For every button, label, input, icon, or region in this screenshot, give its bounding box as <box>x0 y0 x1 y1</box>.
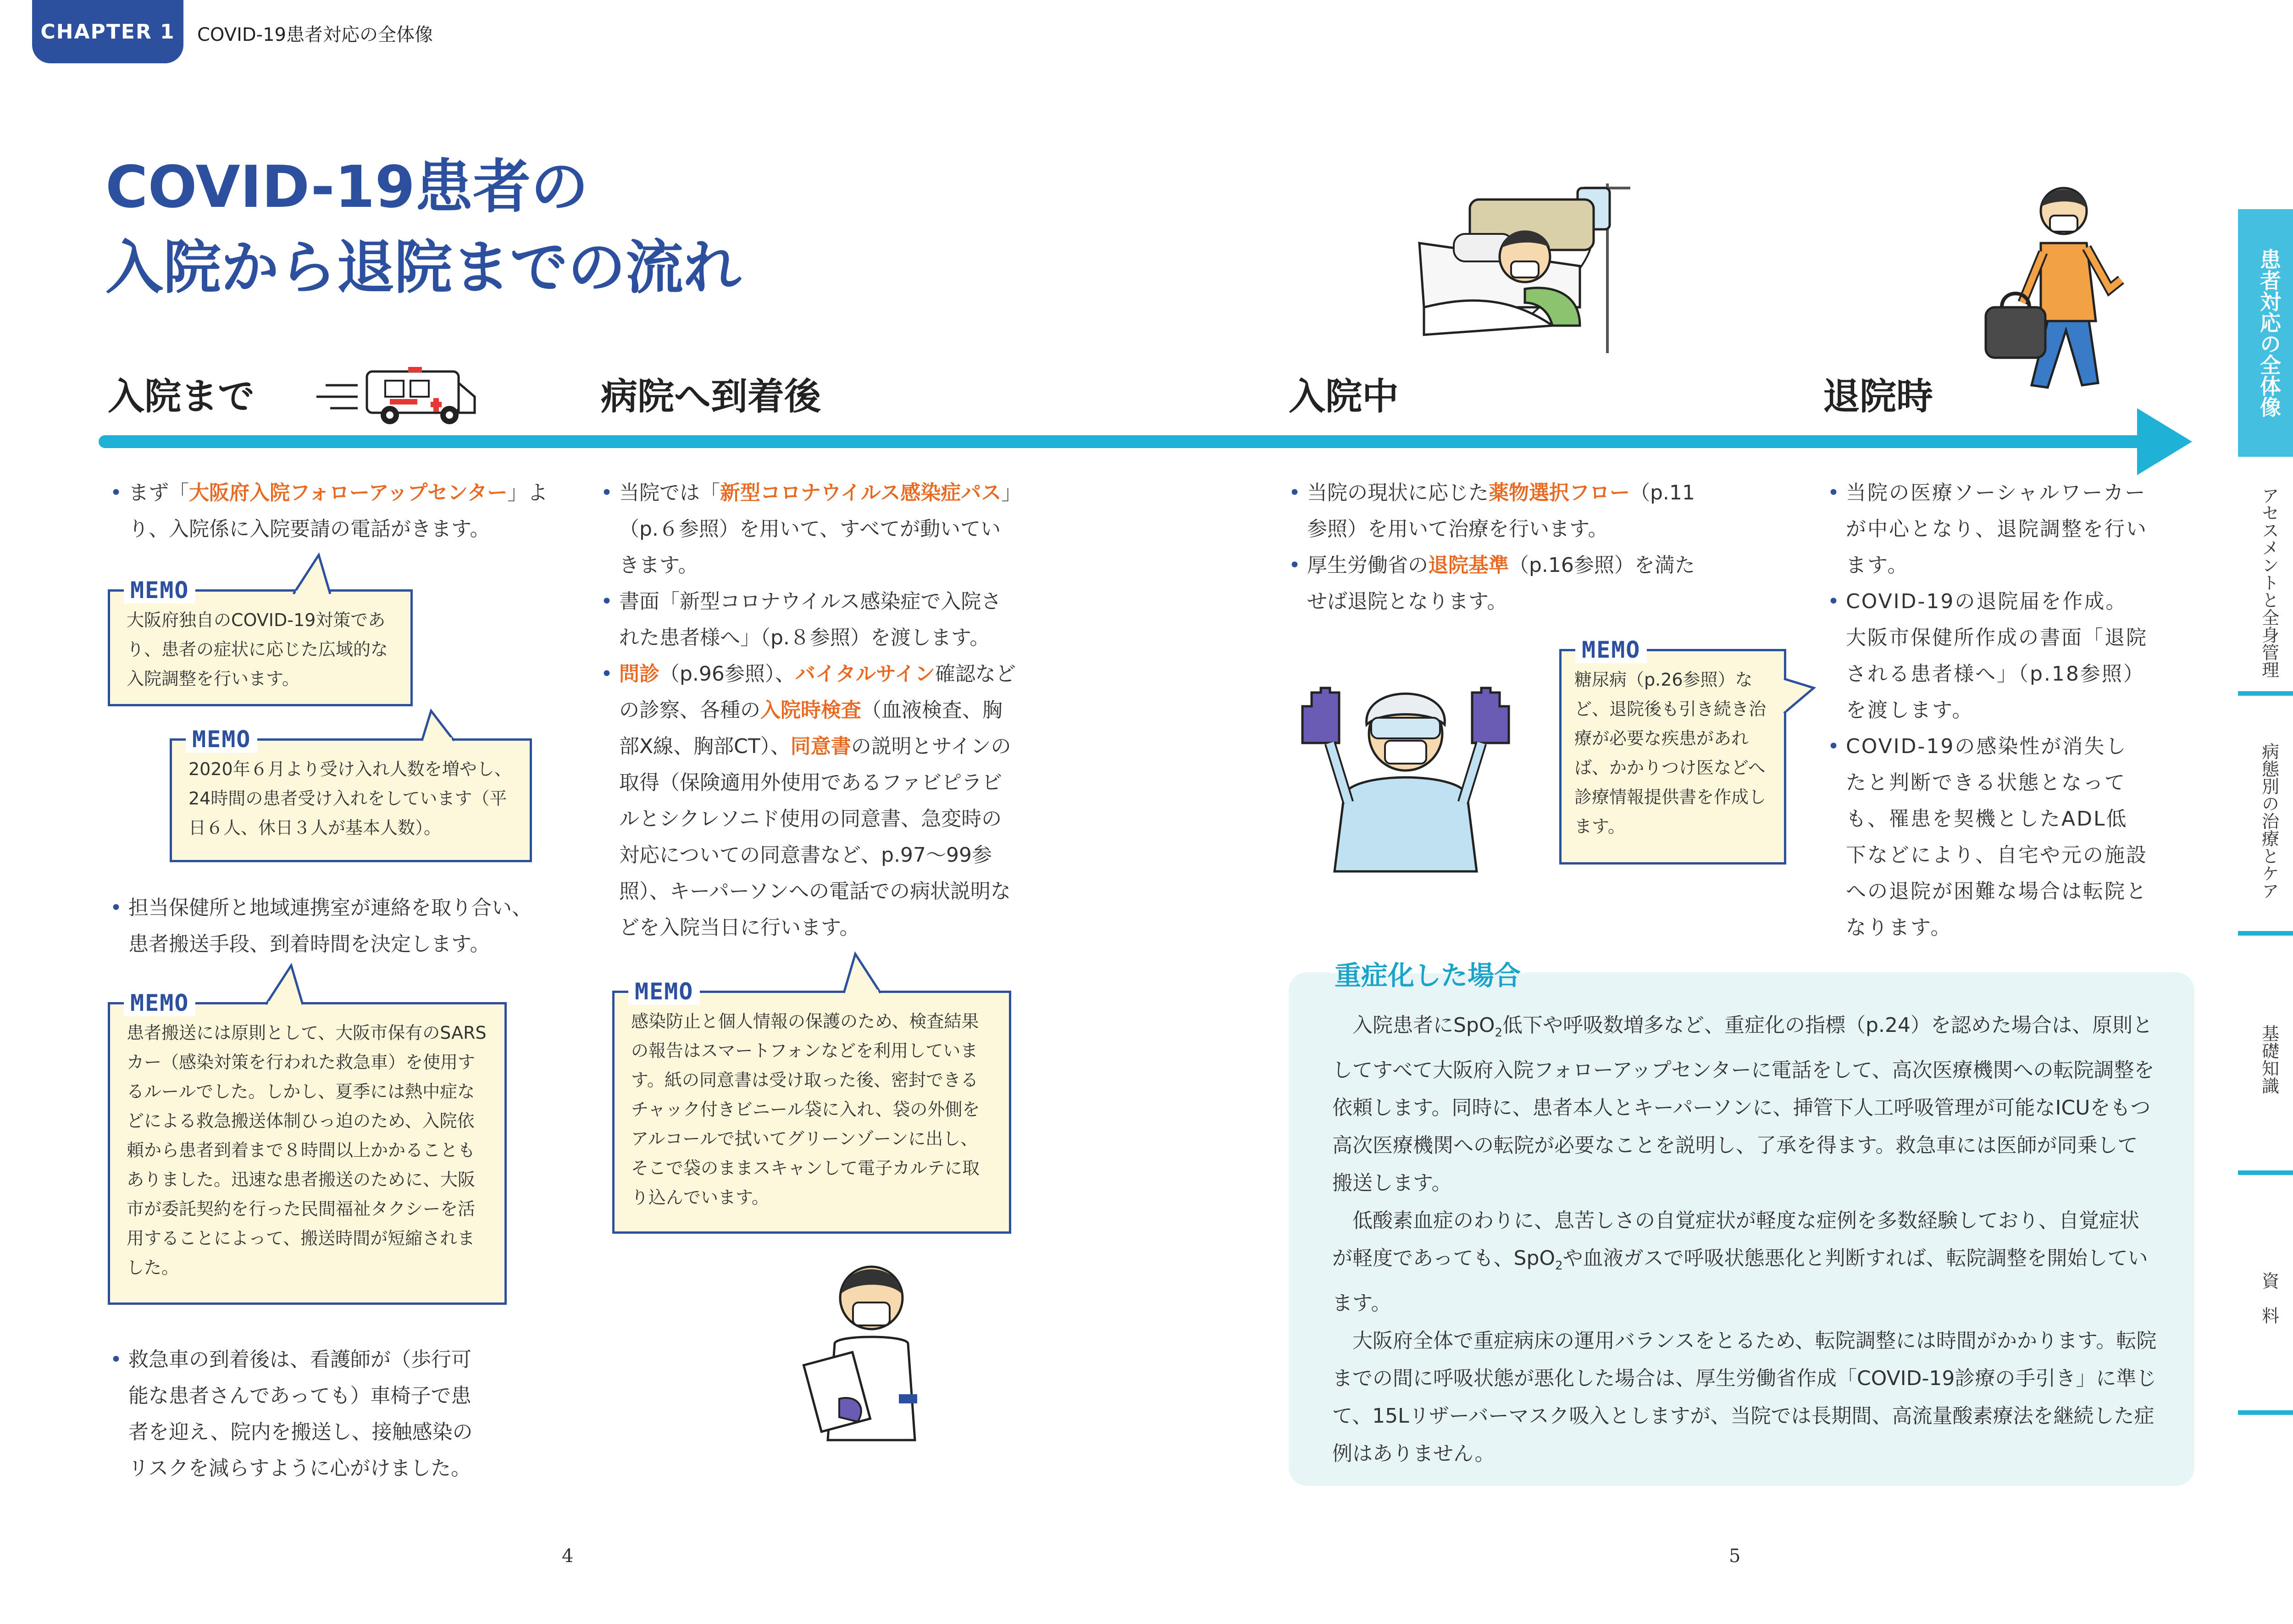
side-tab-basics[interactable]: 基礎知識 <box>2259 1025 2279 1094</box>
col1-bullet-list-3 <box>110 1341 491 1486</box>
memo-tail <box>294 555 335 594</box>
list-item: • 担当保健所と地域連携室が連絡を取り合い、患者搬送手段、到着時間を決定します。 <box>110 890 550 962</box>
memo-label: MEMO <box>124 990 195 1016</box>
doctor-in-ppe-icon <box>1293 665 1518 871</box>
walking-man-with-bag-icon <box>1972 183 2128 394</box>
memo-label: MEMO <box>628 978 700 1005</box>
severe-paragraph: 大阪府全体で重症病床の運用バランスをとるため、転院調整には時間がかかります。転院までの間に呼吸状態が悪化した場合は、厚生労働省作成「COVID-19診療の手引き」に準じて、15Lリザーバーマスク吸入としますが、当院では長期間、高流量酸素療法を継続した症例はありません。 <box>1332 1329 2157 1465</box>
memo-box <box>1559 637 1786 865</box>
list-item: • 厚生労働省の退院基準（p.16参照）を満たせば退院となります。 <box>1289 547 1701 620</box>
memo-label: MEMO <box>186 726 257 753</box>
memo-text: 大阪府独自のCOVID-19対策であり、患者の症状に応じた広域的な入院調整を行います。 <box>127 610 388 689</box>
memo-box <box>108 577 413 706</box>
nurse-with-clipboard-icon <box>807 1257 936 1440</box>
side-tab-treatment[interactable]: 病態別の治療とケア <box>2259 743 2279 899</box>
memo-box <box>170 726 532 862</box>
chapter-tab: CHAPTER 1 <box>32 0 183 63</box>
patient-in-bed-icon <box>1415 179 1635 358</box>
page-number-right: 5 <box>1729 1546 1741 1567</box>
col1-bullet-list-1 <box>110 475 550 547</box>
side-tab-divider <box>2238 691 2293 696</box>
list-item: • 当院の現状に応じた薬物選択フロー（p.11参照）を用いて治療を行います。 <box>1289 475 1701 547</box>
severe-case-body <box>1332 1007 2158 1473</box>
side-tab-divider <box>2238 1410 2293 1415</box>
memo-box <box>612 978 1011 1234</box>
stage-during-stay: 入院中 <box>1289 375 1399 418</box>
col3-bullet-list <box>1289 475 1701 620</box>
page-number-left: 4 <box>562 1546 574 1567</box>
list-item: • 書面「新型コロナウイルス感染症で入院された患者様へ」（p.８参照）を渡します。 <box>601 583 1016 656</box>
memo-tail <box>422 711 459 741</box>
memo-tail <box>844 954 885 993</box>
col4-bullet-list <box>1828 475 2149 946</box>
list-item: • まず「大阪府入院フォローアップセンター」より、入院係に入院要請の電話がきます。 <box>110 475 550 547</box>
col2-bullet-list <box>601 475 1016 946</box>
stage-after-arrival: 病院へ到着後 <box>601 375 821 418</box>
timeline-arrow-head <box>2137 408 2192 475</box>
page-title-line1: COVID-19患者の <box>105 153 589 221</box>
memo-text: 感染防止と個人情報の保護のため、検査結果の報告はスマートフォンなどを利用しています。紙の同意書は受け取った後、密封できるチャック付きビニール袋に入れ、袋の外側をアルコールで拭いてグリーンゾーンに出し、そこで袋のままスキャンして電子カルテに取り込んでいます。 <box>631 1011 980 1208</box>
side-tab-overview[interactable]: 患者対応の全体像 <box>2238 209 2293 457</box>
list-item: • 当院の医療ソーシャルワーカーが中心となり、退院調整を行います。 <box>1828 475 2149 583</box>
memo-text: 患者搬送には原則として、大阪市保有のSARSカー（感染対策を行われた救急車）を使用するルールでした。しかし、夏季には熱中症などによる救急搬送体制ひっ迫のため、入院依頼から患者到着まで８時間以上かかることもありました。迅速な患者搬送のために、大阪市が委託契約を行った民間福祉タクシーを活用することによって、搬送時間が短縮されました。 <box>127 1023 487 1278</box>
side-tab-assessment[interactable]: アセスメントと全身管理 <box>2259 487 2279 678</box>
page-title-line2: 入院から退院までの流れ <box>105 234 741 302</box>
memo-text: 糖尿病（p.26参照）など、退院後も引き続き治療が必要な疾患があれば、かかりつけ医などへ診療情報提供書を作成します。 <box>1574 670 1767 837</box>
ambulance-icon <box>316 362 482 431</box>
list-item: • 当院では「新型コロナウイルス感染症パス」（p.６参照）を用いて、すべてが動いていきます。 <box>601 475 1016 583</box>
side-tab-materials[interactable]: 資 料 <box>2259 1272 2279 1324</box>
memo-tail <box>266 965 307 1004</box>
memo-label: MEMO <box>124 577 195 604</box>
severe-paragraph: 低酸素血症のわりに、息苦しさの自覚症状が軽度な症例を多数経験しており、自覚症状が軽度であっても、SpO$_2$や血液ガスで呼吸状態悪化と判断すれば、転院調整を開始しています。 <box>1332 1208 2148 1315</box>
side-tab-divider <box>2238 931 2293 936</box>
stage-discharge: 退院時 <box>1823 375 1933 418</box>
page-title <box>105 147 741 309</box>
memo-text: 2020年６月より受け入れ人数を増やし、24時間の患者受け入れをしています（平日６人、休日３人が基本人数）。 <box>188 759 512 838</box>
severe-paragraph: 入院患者にSpO$_2$低下や呼吸数増多など、重症化の指標（p.24）を認めた場合は、原則としてすべて大阪府入院フォローアップセンターに電話をして、高次医療機関への転院調整を依頼します。同時に、患者本人とキーパーソンに、挿管下人工呼吸管理が可能なICUをもつ高次医療機関への転院が必要なことを説明し、了承を得ます。救急車には医師が同乗して搬送します。 <box>1332 1014 2155 1195</box>
memo-box <box>108 990 507 1305</box>
chapter-title: COVID-19患者対応の全体像 <box>197 24 433 45</box>
severe-case-title: 重症化した場合 <box>1330 954 1525 992</box>
stage-before-admission: 入院まで <box>108 375 255 418</box>
list-item: • 問診（p.96参照）、バイタルサイン確認などの診察、各種の入院時検査（血液検査、胸部X線、胸部CT）、同意書の説明とサインの取得（保険適用外使用であるファビピラビルとシクレソニド使用の同意書、急変時の対応についての同意書など、p.97〜99参照）、キーパーソンへの電話での病状説明などを入院当日に行います。 <box>601 656 1016 946</box>
side-tab-divider <box>2238 1170 2293 1175</box>
list-item: • COVID-19の退院届を作成。大阪市保健所作成の書面「退院される患者様へ」（p.18参照）を渡します。 <box>1828 583 2149 728</box>
list-item: • COVID-19の感染性が消失したと判断できる状態となっても、罹患を契機としたADL低下などにより、自宅や元の施設への退院が困難な場合は転院となります。 <box>1828 728 2149 946</box>
timeline-line <box>99 435 2167 448</box>
col1-bullet-list-2 <box>110 890 550 962</box>
memo-tail <box>1784 679 1816 715</box>
memo-label: MEMO <box>1575 637 1647 663</box>
list-item: • 救急車の到着後は、看護師が（歩行可能な患者さんであっても）車椅子で患者を迎え、院内を搬送し、接触感染のリスクを減らすように心がけました。 <box>110 1341 491 1486</box>
